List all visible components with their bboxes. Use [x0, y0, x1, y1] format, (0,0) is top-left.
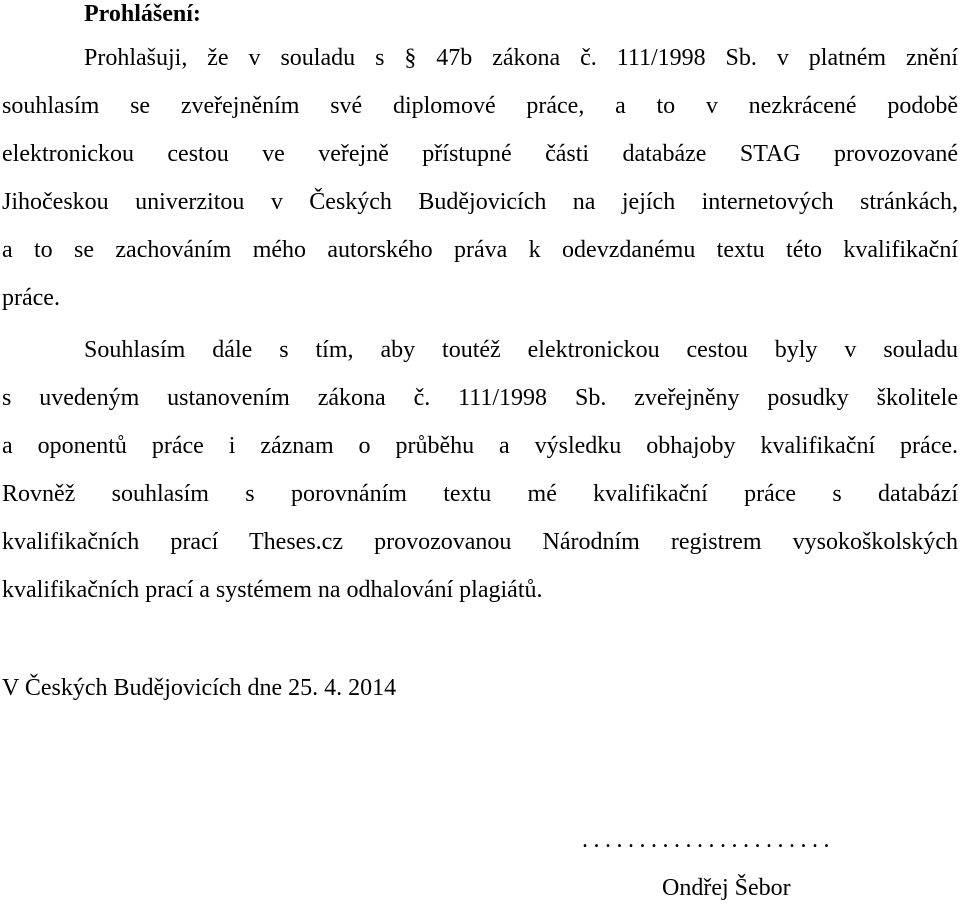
text-line: Souhlasím dále s tím, aby toutéž elektronickou cestou byly v souladu — [84, 337, 958, 363]
declaration-paragraph-2 — [2, 326, 958, 614]
text-line: Jihočeskou univerzitou v Českých Budějovicích na jejích internetových stránkách, — [2, 189, 958, 215]
text-line: souhlasím se zveřejněním své diplomové práce, a to v nezkrácené podobě — [2, 93, 958, 119]
text-line: kvalifikačních prací a systémem na odhalování plagiátů. — [2, 577, 543, 603]
text-line: Prohlašuji, že v souladu s § 47b zákona č. 111/1998 Sb. v platném znění — [84, 45, 958, 71]
place-and-date: V Českých Budějovicích dne 25. 4. 2014 — [2, 675, 397, 701]
text-line: s uvedeným ustanovením zákona č. 111/1998 Sb. zveřejněny posudky školitele — [2, 385, 958, 411]
signature-name: Ondřej Šebor — [662, 875, 791, 901]
text-line: Rovněž souhlasím s porovnáním textu mé kvalifikační práce s databází — [2, 481, 958, 507]
text-line: kvalifikačních prací Theses.cz provozovanou Národním registrem vysokoškolských — [2, 529, 958, 555]
declaration-heading: Prohlášení: — [84, 1, 201, 27]
text-line: a to se zachováním mého autorského práva k odevzdanému textu této kvalifikační — [2, 237, 958, 263]
text-line: práce. — [2, 285, 60, 311]
declaration-paragraph-1 — [2, 34, 958, 322]
text-line: a oponentů práce i záznam o průběhu a výsledku obhajoby kvalifikační práce. — [2, 433, 958, 459]
text-line: elektronickou cestou ve veřejně přístupné části databáze STAG provozované — [2, 141, 958, 167]
signature-line: ...................... — [582, 827, 835, 853]
